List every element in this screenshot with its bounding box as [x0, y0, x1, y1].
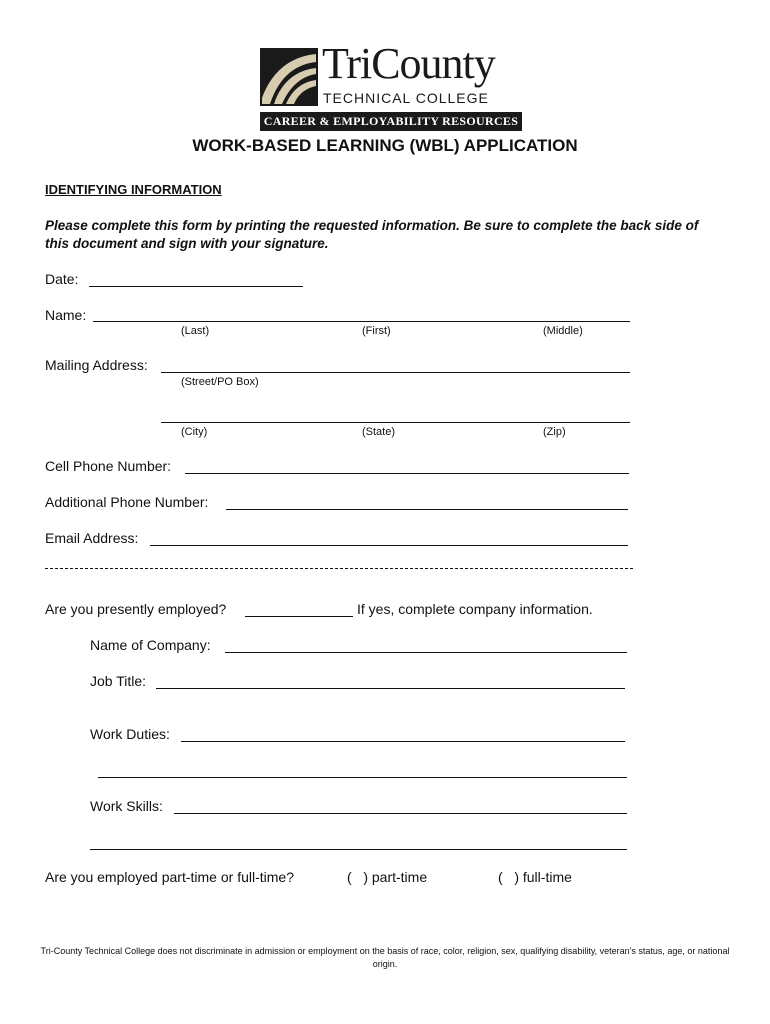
date-field[interactable] — [89, 286, 303, 287]
logo-banner: CAREER & EMPLOYABILITY RESOURCES — [260, 112, 522, 131]
company-label: Name of Company: — [90, 637, 211, 653]
part-time-option[interactable]: ( ) part-time — [347, 869, 428, 885]
job-title-label: Job Title: — [90, 673, 147, 689]
additional-phone-field[interactable] — [226, 509, 628, 510]
name-label: Name: — [45, 307, 87, 323]
work-skills-label: Work Skills: — [90, 798, 163, 814]
zip-caption: (Zip) — [543, 426, 566, 438]
employed-followup: If yes, complete company information. — [357, 601, 593, 617]
street-field[interactable] — [161, 372, 630, 373]
work-skills-field-2[interactable] — [90, 849, 627, 850]
mailing-address-label: Mailing Address: — [45, 357, 148, 373]
cell-phone-label: Cell Phone Number: — [45, 458, 172, 474]
job-title-field[interactable] — [156, 688, 625, 689]
college-logo — [260, 39, 522, 132]
name-field[interactable] — [93, 321, 630, 322]
employed-field[interactable] — [245, 616, 353, 617]
page-title: WORK-BASED LEARNING (WBL) APPLICATION — [192, 136, 578, 155]
logo-wordmark: TriCounty — [322, 39, 495, 88]
employed-question: Are you presently employed? — [45, 601, 227, 617]
city-state-zip-field[interactable] — [161, 422, 630, 423]
instructions-text: Please complete this form by printing the requested information. Be sure to complete the back side of this document and sign with your signature. — [45, 218, 699, 251]
section-divider — [45, 568, 633, 569]
work-skills-field[interactable] — [174, 813, 627, 814]
date-label: Date: — [45, 271, 79, 287]
full-time-option[interactable]: ( ) full-time — [498, 869, 572, 885]
name-first-caption: (First) — [362, 325, 391, 337]
city-caption: (City) — [181, 426, 208, 438]
name-last-caption: (Last) — [181, 325, 210, 337]
nondiscrimination-footer: Tri-County Technical College does not discriminate in admission or employment on the basis of race, color, religion, sex, qualifying disability, veteran's status, age, or national origin. — [40, 946, 730, 969]
logo-subtitle: TECHNICAL COLLEGE — [323, 90, 489, 106]
section-heading: IDENTIFYING INFORMATION — [45, 182, 222, 197]
swoosh-logo-icon — [260, 48, 318, 106]
street-caption: (Street/PO Box) — [181, 376, 259, 388]
cell-phone-field[interactable] — [185, 473, 629, 474]
email-field[interactable] — [150, 545, 628, 546]
work-duties-field[interactable] — [181, 741, 625, 742]
company-field[interactable] — [225, 652, 627, 653]
name-middle-caption: (Middle) — [543, 325, 583, 337]
work-duties-field-2[interactable] — [98, 777, 627, 778]
pt-ft-question: Are you employed part-time or full-time? — [45, 869, 294, 885]
state-caption: (State) — [362, 426, 396, 438]
additional-phone-label: Additional Phone Number: — [45, 494, 209, 510]
work-duties-label: Work Duties: — [90, 726, 170, 742]
email-label: Email Address: — [45, 530, 139, 546]
